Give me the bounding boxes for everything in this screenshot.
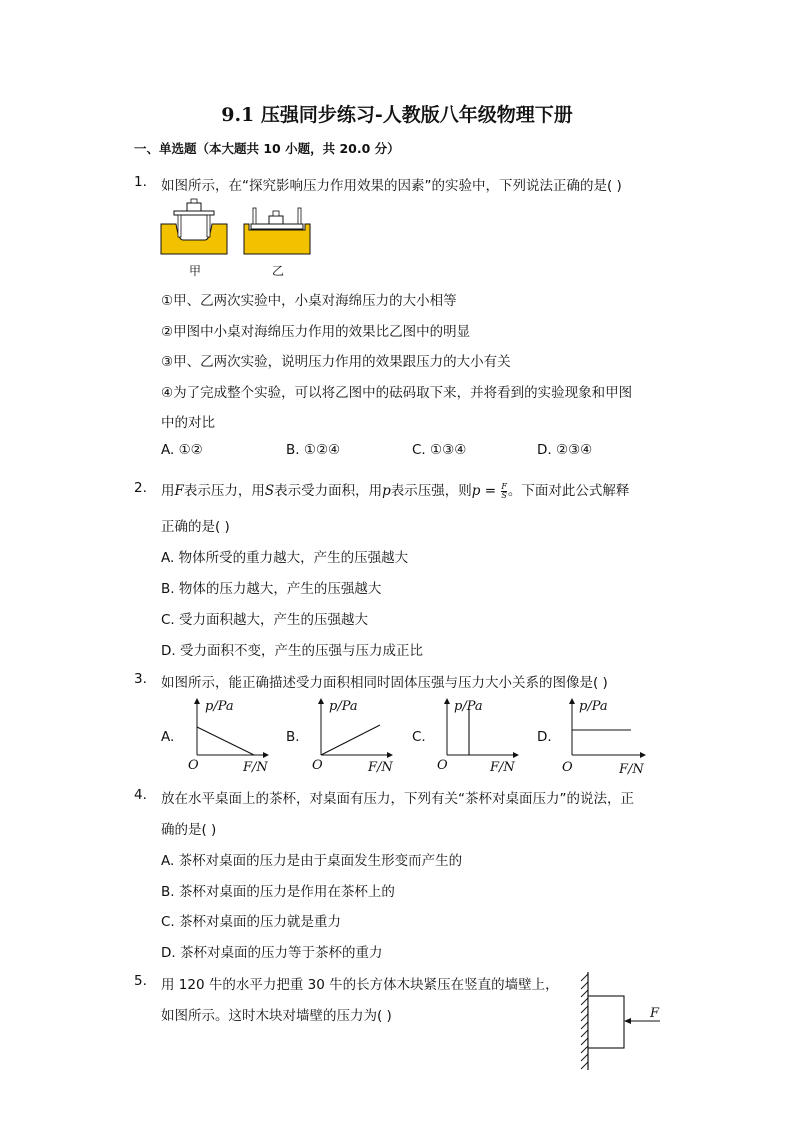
stem-text: 表示压力，用	[183, 483, 265, 499]
sponge-figure-jia	[160, 196, 230, 256]
graph-b-y-label: p/Pa	[329, 699, 358, 714]
section-heading: 一、单选题（本大题共 10 小题，共 20.0 分）	[134, 141, 400, 156]
var-p: p	[382, 483, 391, 499]
fraction-denominator: S	[501, 490, 507, 500]
option-b[interactable]: B. 茶杯对桌面的压力是作用在茶杯上的	[161, 884, 395, 900]
formula-p: p	[471, 483, 481, 499]
option-b[interactable]: B. 物体的压力越大，产生的压强越大	[161, 581, 382, 597]
question-stem: 用 120 牛的水平力把重 30 牛的长方体木块紧压在竖直的墙壁上，	[161, 977, 559, 993]
statement-2: ②甲图中小桌对海绵压力作用的效果比乙图中的明显	[161, 324, 471, 340]
option-d[interactable]: D. 茶杯对桌面的压力等于茶杯的重力	[161, 945, 383, 961]
option-b[interactable]: B.	[286, 729, 300, 745]
graph-d-x-label: F/N	[619, 762, 644, 777]
option-c[interactable]: C.	[412, 729, 426, 745]
option-c[interactable]: C. 受力面积越大，产生的压强越大	[161, 612, 369, 628]
page-title: 9.1 压强同步练习-人教版八年级物理下册	[221, 104, 573, 126]
var-f: F	[174, 483, 184, 499]
sponge-figure-yi	[243, 196, 313, 256]
var-s: S	[264, 483, 275, 499]
statement-4-cont: 中的对比	[161, 415, 215, 431]
stem-text: 用	[161, 483, 175, 499]
question-number: 4.	[134, 787, 147, 803]
stem-text: 表示压强，则	[390, 483, 472, 499]
wall-block-figure	[574, 970, 670, 1074]
stem-text: 表示受力面积，用	[274, 483, 383, 499]
question-stem-cont: 如图所示。这时木块对墙壁的压力为( )	[161, 1008, 392, 1024]
option-b[interactable]: B. ①②④	[286, 442, 341, 458]
option-a[interactable]: A. 茶杯对桌面的压力是由于桌面发生形变而产生的	[161, 853, 463, 869]
question-number: 2.	[134, 480, 147, 496]
option-a[interactable]: A. 物体所受的重力越大，产生的压强越大	[161, 550, 409, 566]
graph-c-x-label: F/N	[490, 760, 515, 775]
figure-label-yi: 乙	[272, 264, 285, 278]
graph-b-x-label: F/N	[368, 760, 393, 775]
question-number: 5.	[134, 973, 147, 989]
formula-equals: =	[480, 483, 501, 499]
question-stem	[161, 479, 629, 500]
graph-a-origin: O	[188, 758, 199, 773]
question-stem: 如图所示，能正确描述受力面积相同时固体压强与压力大小关系的图像是( )	[161, 675, 608, 691]
question-stem: 放在水平桌面上的茶杯，对桌面有压力，下列有关“茶杯对桌面压力”的说法，正	[161, 791, 634, 807]
figure-label-jia: 甲	[189, 264, 202, 278]
graph-d-y-label: p/Pa	[579, 699, 608, 714]
option-c[interactable]: C. 茶杯对桌面的压力就是重力	[161, 914, 342, 930]
formula-fraction	[501, 483, 507, 500]
graph-a-y-label: p/Pa	[205, 699, 234, 714]
stem-text: 。下面对此公式解释	[507, 483, 630, 499]
graph-c-y-label: p/Pa	[454, 699, 483, 714]
option-c[interactable]: C. ①③④	[412, 442, 467, 458]
fraction-numerator: F	[501, 481, 507, 491]
option-d[interactable]: D.	[537, 729, 552, 745]
statement-1: ①甲、乙两次实验中，小桌对海绵压力的大小相等	[161, 293, 457, 309]
question-number: 1.	[134, 174, 147, 190]
option-d[interactable]: D. 受力面积不变，产生的压强与压力成正比	[161, 643, 423, 659]
option-a[interactable]: A.	[161, 729, 175, 745]
graph-b-origin: O	[312, 758, 323, 773]
question-stem-cont: 正确的是( )	[161, 519, 230, 535]
option-d[interactable]: D. ②③④	[537, 442, 593, 458]
question-stem-cont: 确的是( )	[161, 822, 217, 838]
force-label: F	[650, 1006, 660, 1021]
question-stem: 如图所示，在“探究影响压力作用效果的因素”的实验中，下列说法正确的是( )	[161, 178, 622, 194]
option-a[interactable]: A. ①②	[161, 442, 203, 458]
statement-3: ③甲、乙两次实验，说明压力作用的效果跟压力的大小有关	[161, 354, 511, 370]
graph-d-origin: O	[562, 760, 573, 775]
statement-4: ④为了完成整个实验，可以将乙图中的砝码取下来，并将看到的实验现象和甲图	[161, 385, 633, 401]
graph-a-x-label: F/N	[243, 760, 268, 775]
question-number: 3.	[134, 671, 147, 687]
graph-c-origin: O	[437, 758, 448, 773]
